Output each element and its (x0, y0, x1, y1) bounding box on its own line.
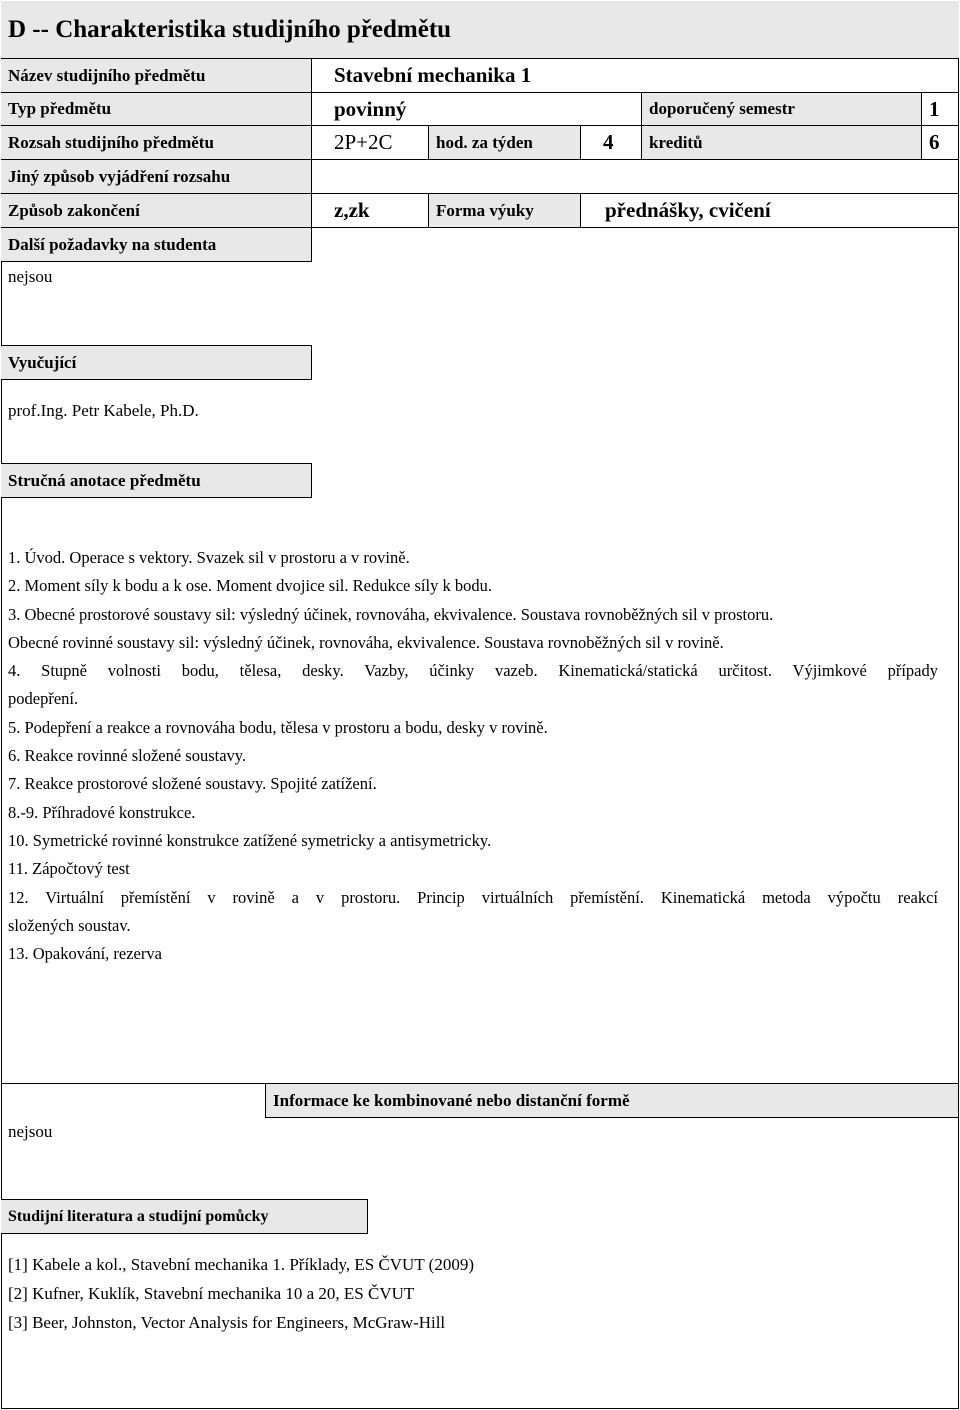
literatura-item: [2] Kufner, Kuklík, Stavební mechanika 10 a 20, ES ČVUT (8, 1284, 415, 1303)
syllabus-line: 13. Opakování, rezerva (8, 944, 162, 964)
syllabus-line: 6. Reakce rovinné složené soustavy. (8, 746, 247, 766)
kombinovana-value: nejsou (8, 1122, 53, 1141)
syllabus-line: Obecné rovinné soustavy sil: výsledný účinek, rovnováha, ekvivalence. Soustava rovnoběžných sil v rovině. (8, 632, 724, 652)
zakonceni-value: z,zk (312, 194, 429, 228)
course-sheet (1, 1, 959, 1409)
forma-value: přednášky, cvičení (581, 194, 959, 228)
kredity-label: kreditů (642, 126, 922, 160)
anotace-label: Stručná anotace předmětu (1, 463, 312, 498)
syllabus-line: 1. Úvod. Operace s vektory. Svazek sil v prostoru a v rovině. (8, 548, 410, 567)
syllabus-line: 8.-9. Příhradové konstrukce. (8, 802, 196, 822)
syllabus-line: 10. Symetrické rovinné konstrukce zatížené symetricky a antisymetricky. (8, 830, 492, 850)
nazev-value: Stavební mechanika 1 (312, 59, 959, 93)
page-title: D -- Charakteristika studijního předmětu (1, 1, 959, 59)
forma-label: Forma výuky (429, 194, 581, 228)
syllabus-line: 11. Zápočtový test (8, 859, 130, 879)
pozadavky-label: Další požadavky na studenta (1, 228, 312, 262)
kombinovana-header (265, 1084, 959, 1118)
syllabus-line: 2. Moment síly k bodu a k ose. Moment dvojice sil. Redukce síly k bodu. (8, 576, 492, 596)
jiny-zpusob-label: Jiný způsob vyjádření rozsahu (1, 160, 312, 194)
hod-value: 4 (581, 126, 642, 160)
rozsah-label: Rozsah studijního předmětu (1, 126, 312, 160)
hod-label: hod. za týden (429, 126, 581, 160)
jiny-zpusob-value (312, 160, 959, 194)
vyucujici-value: prof.Ing. Petr Kabele, Ph.D. (8, 401, 199, 420)
typ-value: povinný (312, 93, 642, 126)
syllabus-line: 5. Podepření a reakce a rovnováha bodu, tělesa v prostoru a bodu, desky v rovině. (8, 717, 548, 737)
kredity-value: 6 (922, 126, 959, 160)
kombinovana-label: Informace ke kombinované nebo distanční formě (273, 1090, 630, 1110)
syllabus-line: 7. Reakce prostorové složené soustavy. Spojité zatížení. (8, 774, 377, 794)
pozadavky-value: nejsou (8, 267, 53, 286)
syllabus-line: 3. Obecné prostorové soustavy sil: výsledný účinek, rovnováha, ekvivalence. Soustava rovnoběžných sil v prostoru. (8, 604, 774, 624)
literatura-item: [3] Beer, Johnston, Vector Analysis for Engineers, McGraw-Hill (8, 1313, 446, 1332)
literatura-label: Studijní literatura a studijní pomůcky (1, 1199, 368, 1234)
syllabus-line: podepření. (8, 689, 79, 709)
syllabus-line: 4. Stupně volnosti bodu, tělesa, desky. Vazby, účinky vazeb. Kinematická/statická určitost. Výjimkové případy (8, 661, 938, 681)
syllabus-line: složených soustav. (8, 915, 131, 935)
typ-label: Typ předmětu (1, 93, 312, 126)
literatura-item: [1] Kabele a kol., Stavební mechanika 1. Příklady, ES ČVUT (2009) (8, 1255, 474, 1274)
zakonceni-label: Způsob zakončení (1, 194, 312, 228)
semestr-label: doporučený semestr (642, 93, 922, 126)
vyucujici-label: Vyučující (1, 345, 312, 380)
nazev-label: Název studijního předmětu (1, 59, 312, 93)
syllabus-line: 12. Virtuální přemístění v rovině a v prostoru. Princip virtuálních přemístění. Kinematická metoda výpočtu reakcí (8, 887, 938, 907)
rozsah-value: 2P+2C (312, 126, 429, 160)
literatura-list (8, 1250, 474, 1337)
anotace-syllabus (8, 544, 938, 968)
semestr-value: 1 (922, 93, 959, 126)
